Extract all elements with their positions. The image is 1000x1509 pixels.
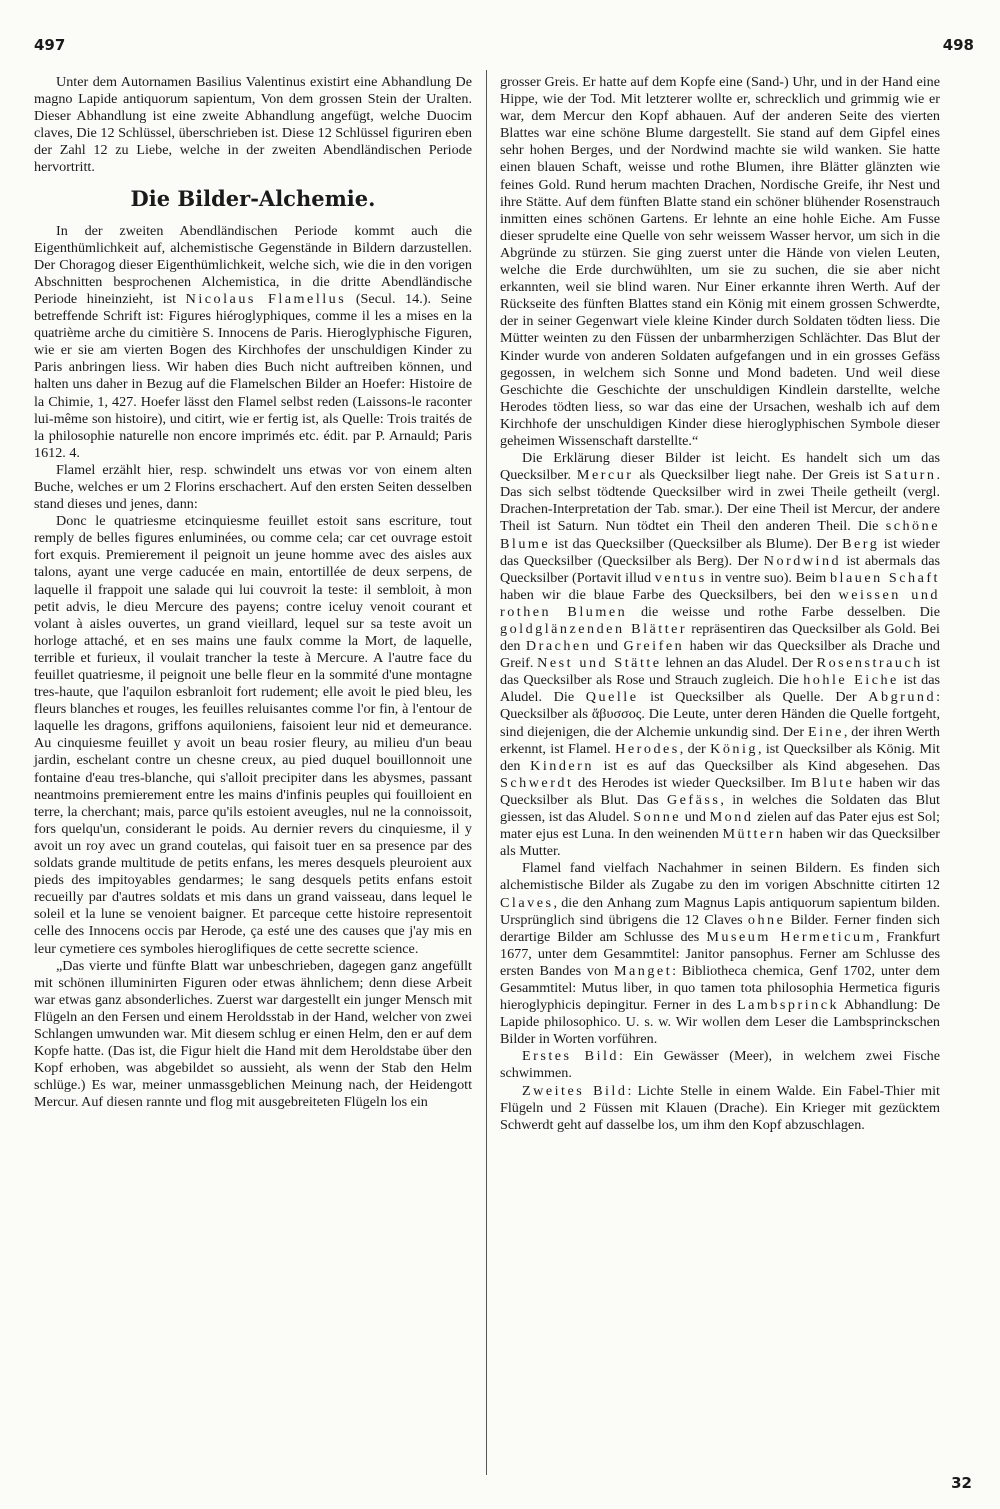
spaced-term: Lambsprinck	[736, 997, 840, 1014]
text-run: , ist Quecksilber als König. Mit den	[500, 740, 940, 774]
paragraph-basilius: Unter dem Autornamen Basilius Valentinus existirt eine Abhandlung De magno Lapide antiquorum sapientum, Von dem grossen Stein der Uralten. Dieser Abhandlung ist eine zweite Abhandlung angefügt, welche Duocim claves, Die 12 Schlüssel, überschrieben ist. Diese 12 Schlüssel figuriren eben der Zahl 12 zu Liebe, welche in der zweiten Abendländischen Periode hervortritt.	[34, 74, 472, 176]
spaced-term: Nordwind	[763, 552, 842, 569]
spaced-term: ohne	[747, 911, 786, 928]
text-run: ist das Quecksilber (Quecksilber als Blume). Der	[554, 535, 838, 552]
text-run: : Bibliotheca chemica, Genf 1702, unter dem Gesammtitel: Mutus liber, in quo tamen tota philosophia Hermetica figuris hieroglyphicis depingitur. Ferner in des	[500, 962, 940, 1014]
paragraph-translation-cont: grosser Greis. Er hatte auf dem Kopfe eine (Sand-) Uhr, und in der Hand eine Hippe, wie der Tod. Mit letzterer wollte er, schrecklich und grimmig wie er war, dem Mercur den Kopf abhauen. Auf der anderen Seite des vierten Blattes war eine schöne Blume dargestellt. Sie stand auf dem Gipfel eines sehr hohen Berges, und der Nordwind machte sie wild wanken. Sie hatte einen blauen Schaft, weisse und rothe Blumen, ihre Blätter glänzten wie feines Gold. Rund herum machten Drachen, Nordische Greife, ihr Nest und ihre Stätte. Auf dem fünften Blatte stand ein schöner blühender Rosenstrauch inmitten eines schönen Gartens. Er lehnte an eine hohle Eiche. Am Fusse dieser sprudelte eine Quelle von sehr weissem Wasser hervor, um sich in die Abgründe zu stürzen. Sie ging zuerst unter die Hände von vielen Leuten, welche die Erde durchwühlten, um sie zu suchen, die sie aber nicht erkannten, weil sie blind waren. Nur Einer erkannte ihren Werth. Auf der Rückseite des fünften Blattes stand ein König mit einem grossen Schwerdte, der in seiner Gegenwart viele kleine Kinder durch Soldaten tödten liess. Die Mütter weinten zu den Füssen der unbarmherzigen Schlächter. Das Blut der Kinder wurde von anderen Soldaten aufgefangen und in ein grosses Gefäss gegossen, in welchem sich Sonne und Mond badeten. Und weil diese Geschichte die Geschichte der unschuldigen Kindlein darstellte, welche Herodes tödten liess, so war das eine der Ursachen, weshalb ich auf dem Kirchhofe der unschuldigen Kinder diese hieroglyphischen Symbole dieser geheimen Wissenschaft darstellte.“	[500, 74, 940, 449]
text-run: als Quecksilber liegt nahe. Der Greis ist	[639, 467, 879, 484]
spaced-term: Zweites Bild	[522, 1082, 628, 1099]
page-number-right: 498	[942, 36, 974, 54]
spaced-term: weissen und rothen Blumen	[500, 586, 941, 620]
spaced-term: Drachen	[525, 638, 592, 655]
text-run: In der zweiten Abendländischen Periode kommt auch die Eigenthümlichkeit auf, alchemistische Gegenstände in Bildern darzustellen. Der Choragog dieser Eigenthümlichkeit, welche sich, wie die in den vorigen Abschnitten besprochenen Alchemistica, in die dritte Abendländische Periode hineinzieht, ist	[34, 222, 472, 307]
page-number-left: 497	[34, 36, 66, 54]
text-run: zielen auf das Pater ejus est Sol; mater ejus est Luna. In den weinenden	[500, 809, 940, 843]
spaced-term: hohle Eiche	[803, 672, 899, 689]
text-run: in ventre suo). Beim	[710, 569, 827, 586]
signature-number: 32	[951, 1474, 972, 1492]
spaced-term: Gefäss	[666, 791, 721, 808]
text-run: , in welches die Soldaten das Blut giessen, ist das Aludel.	[500, 791, 940, 826]
text-run: : Ein Gewässer (Meer), in welchem zwei Fische schwimmen.	[500, 1048, 941, 1082]
paragraph-imitators	[500, 860, 940, 1048]
spaced-term: schöne Blume	[500, 518, 940, 552]
text-run: Die Erklärung dieser Bilder ist leicht. Es handelt sich um das Quecksilber.	[500, 450, 940, 484]
text-run: . Das sich selbst tödtende Quecksilber wird in zwei Theile getheilt (vergl. Drachen-Interpretation der Tab. smar.). Der eine Theil ist Mercur, der andere Theil ist Saturn. Nun tödtet ein Theil den anderen Theil. Die	[500, 467, 940, 535]
paragraph-first-image	[500, 1048, 940, 1082]
text-run: (Secul. 14.). Seine betreffende Schrift ist: Figures hiéroglyphiques, comme il les a mises en la quatrième arche du cimitière S. Innocens de Paris. Hieroglyphische Figuren, wie er sie am vierten Bogen des Kirchhofes der unschuldigen Kinder zu Paris anbringen liess. Wir haben dies Buch nicht auftreiben können, und halten uns daher in Bezug auf die Flamelschen Bilder an Hoefer: Histoire de la Chimie, 1, 427. Hoefer lässt den Flamel selbst reden (Laissons-le raconter lui-même son histoire), und citirt, wie er fertig ist, als Quelle: Trois traités de la philosophie naturelle non encore imprimés etc. édit. par P. Arnauld; Paris 1612. 4.	[34, 290, 472, 461]
spaced-term: Mond	[709, 809, 754, 826]
text-run: ist abermals das Quecksilber (Portavit illud	[500, 552, 940, 586]
author-name: Nicolaus Flamellus	[185, 290, 347, 307]
text-run: haben wir das Quecksilber als Drache und Greif.	[500, 638, 941, 672]
text-run: des Herodes ist wieder Quecksilber. Im	[578, 774, 807, 791]
paragraph-flamel-intro	[34, 223, 472, 462]
text-run: , Frankfurt 1677, unter dem Gesammtitel: Janitor pansophus. Ferner am Schlusse des ersten Bandes von	[500, 928, 940, 979]
spaced-term: Blute	[811, 774, 855, 791]
text-run: , die den Anhang zum Magnus Lapis antiquorum sapientum bilden. Ursprünglich sind übrigens die 12 Claves	[500, 894, 940, 928]
spaced-term: Berg	[842, 535, 880, 552]
spaced-term: Rosenstrauch	[816, 655, 923, 672]
text-run: Abhandlung: De Lapide philosophico. U. s. w. Wir wollen dem Leser die Lambsprinckschen Bilder in Worten vorführen.	[500, 997, 940, 1048]
paragraph-second-image	[500, 1083, 940, 1134]
text-run: , der	[679, 740, 706, 757]
text-run: lehnen an das Aludel. Der	[665, 655, 813, 672]
paragraph-explanation	[500, 450, 940, 860]
spaced-term: Museum Hermeticum	[706, 928, 877, 945]
text-run: ist wieder das Quecksilber (Quecksilber als Berg). Der	[500, 535, 940, 569]
text-run: , der ihren Werth erkennt, ist Flamel.	[500, 723, 940, 757]
text-run: : Lichte Stelle in einem Walde. Ein Fabel-Thier mit Flügeln und 2 Füssen mit Klauen (Drache). Ein Krieger mit gezücktem Schwerdt geht auf dasselbe los, um ihm den Kopf abzuschlagen.	[500, 1082, 940, 1133]
spaced-term: Saturn	[884, 467, 937, 484]
spaced-term: Erstes Bild	[522, 1048, 619, 1065]
spaced-term: Schwerdt	[500, 774, 574, 791]
text-run: haben wir das Quecksilber als Mutter.	[500, 826, 940, 860]
spaced-term: Eine	[807, 723, 844, 740]
spaced-term: goldglänzenden Blätter	[500, 621, 688, 637]
spaced-term: ventus	[654, 569, 707, 586]
right-column	[500, 74, 940, 1134]
text-run: Bilder. Ferner finden sich derartige Bilder am Schlusse des	[500, 911, 941, 945]
column-divider	[486, 70, 487, 1475]
spaced-term: Herodes	[615, 740, 680, 757]
text-run: die weisse und rothe Farbe desselben. Die	[640, 603, 940, 620]
spaced-term: Nest und Stätte	[537, 655, 662, 672]
paragraph-flamel-book: Flamel erzählt hier, resp. schwindelt uns etwas vor von einem alten Buche, welches er um 2 Florins erschachert. Auf den ersten Seiten desselben stand dieses und jenes, dann:	[34, 461, 472, 513]
text-run: und	[596, 638, 618, 655]
spaced-term: Sonne	[633, 809, 682, 826]
text-run: ist Quecksilber als Quelle. Der	[650, 689, 857, 706]
paragraph-german-translation: „Das vierte und fünfte Blatt war unbeschrieben, dagegen ganz angefüllt mit schönen illuminirten Figuren oder etwas ähnlichem; denn diese Arbeit war etwas ganz absonderliches. Zuerst war dargestellt ein junger Mensch mit Flügeln an den Fersen und einem Heroldsstab in der Hand, welcher von zwei Schlangen umwunden war. Mit diesem schlug er einen Helm, den er auf dem Kopfe hatte. (Das ist, die Figur hielt die Hand mit dem Heroldstabe über den Kopf erhoben, was abgebildet so aussieht, als wenn der Stab den Helm schlüge.) Es war, meiner unmassgeblichen Meinung nach, der Heidengott Mercur. Auf diesen rannte und flog mit ausgebreiteten Flügeln los ein	[34, 957, 472, 1111]
spaced-term: Mercur	[576, 467, 634, 484]
spaced-term: Abgrund	[868, 689, 937, 706]
left-column	[34, 74, 472, 1111]
spaced-term: König	[710, 740, 758, 757]
text-run: haben wir das Quecksilber als Blut. Das	[500, 774, 940, 808]
spaced-term: Manget	[613, 962, 673, 979]
text-run: ist es auf das Quecksilber als Kind abgesehen. Das	[603, 757, 940, 774]
spaced-term: Kindern	[530, 757, 594, 774]
spaced-term: blauen Schaft	[829, 569, 940, 586]
spaced-term: Greifen	[623, 638, 685, 655]
paragraph-french-quote: Donc le quatriesme etcinquiesme feuillet estoit sans escriture, tout remply de belles figures enluminées, ou comme cela; car cet ouvrage estoit fort exquis. Premierement il peignoit un jeune homme avec des aisles aux talons, ayant une verge caducée en main, entortillée de deux serpens, de laquelle il frappoit une salade qui lui couvroit la teste: il sembloit, à mon petit advis, le dieu Mercure des payens; contre iceluy venoit courant et volant à aisles ouvertes, un grand vieillard, lequel sur sa teste avoit un horloge attaché, et en ses mains une faulx comme la Mort, de laquelle, terrible et furieux, il voulait trancher la teste à Mercure. A l'autre face du feuillet quatriesme, il peignoit une belle fleur en la sommité d'une montagne tres-haute, que l'aquilon esbranloit fort rudement; elle avoit le pied bleu, les fleurs blanches et rouges, les feuilles reluisantes comme l'or fin, à l'entour de laquelle les dragons, griffons aquiloniens, faisoient leur nid et demeurance. Au cinquiesme feuillet y avoit un beau rosier fleury, au milieu d'un beau jardin, eschelant contre un chesne creux, au pied duquel bouillonnoit une fontaine d'eau tres-blanche, qui s'alloit precipiter dans les abysmes, passant neantmoins premierement entre les mains d'infinis peuples qui fouilloient en terre, la cherchant; mais, parce qu'ils estoient aveugles, nul ne la connoissoit, fors quelqu'un, considerant le poids. Au dernier revers du cinquiesme, il y avoit un roy avec un grand coutelas, qui faisoit tuer en sa presence par des soldats grande multitude de petits enfans, les meres desquels pleuroient aux pieds des impitoyables gendarmes; le sang desquels petits enfans estoit recueilly par d'autres soldats et mis dans un grand vaisseau, dans lequel le soleil et la lune se venoient baigner. Et parceque cette histoire representoit celle des Innocens occis par Herode, ça esté une des causes que j'ay mis en leur cymetiere ces symboles hieroglifiques de cette secrette science.	[34, 513, 472, 957]
spaced-term: Claves	[500, 894, 554, 911]
text-run: repräsentiren das Quecksilber als Gold. Bei den	[500, 621, 940, 655]
spaced-term: Müttern	[722, 826, 786, 843]
text-run: Flamel fand vielfach Nachahmer in seinen Bildern. Es finden sich alchemistische Bilder als Zugabe zu den im vorigen Abschnitte citirten 12	[500, 860, 940, 894]
text-run: und	[684, 809, 706, 826]
text-run: ist das Aludel. Die	[500, 672, 940, 706]
text-run: : Quecksilber als ἄβυσσος. Die Leute, unter deren Händen die Quelle fortgeht, sind diejenigen, die der Alchemie unkundig sind. Der	[500, 689, 940, 740]
section-heading: Die Bilder-Alchemie.	[130, 185, 376, 211]
text-run: haben wir die blaue Farbe des Quecksilbers, bei den	[500, 586, 831, 603]
spaced-term: Quelle	[585, 689, 639, 706]
text-run: ist das Quecksilber als Rose und Strauch zugleich. Die	[500, 655, 940, 689]
